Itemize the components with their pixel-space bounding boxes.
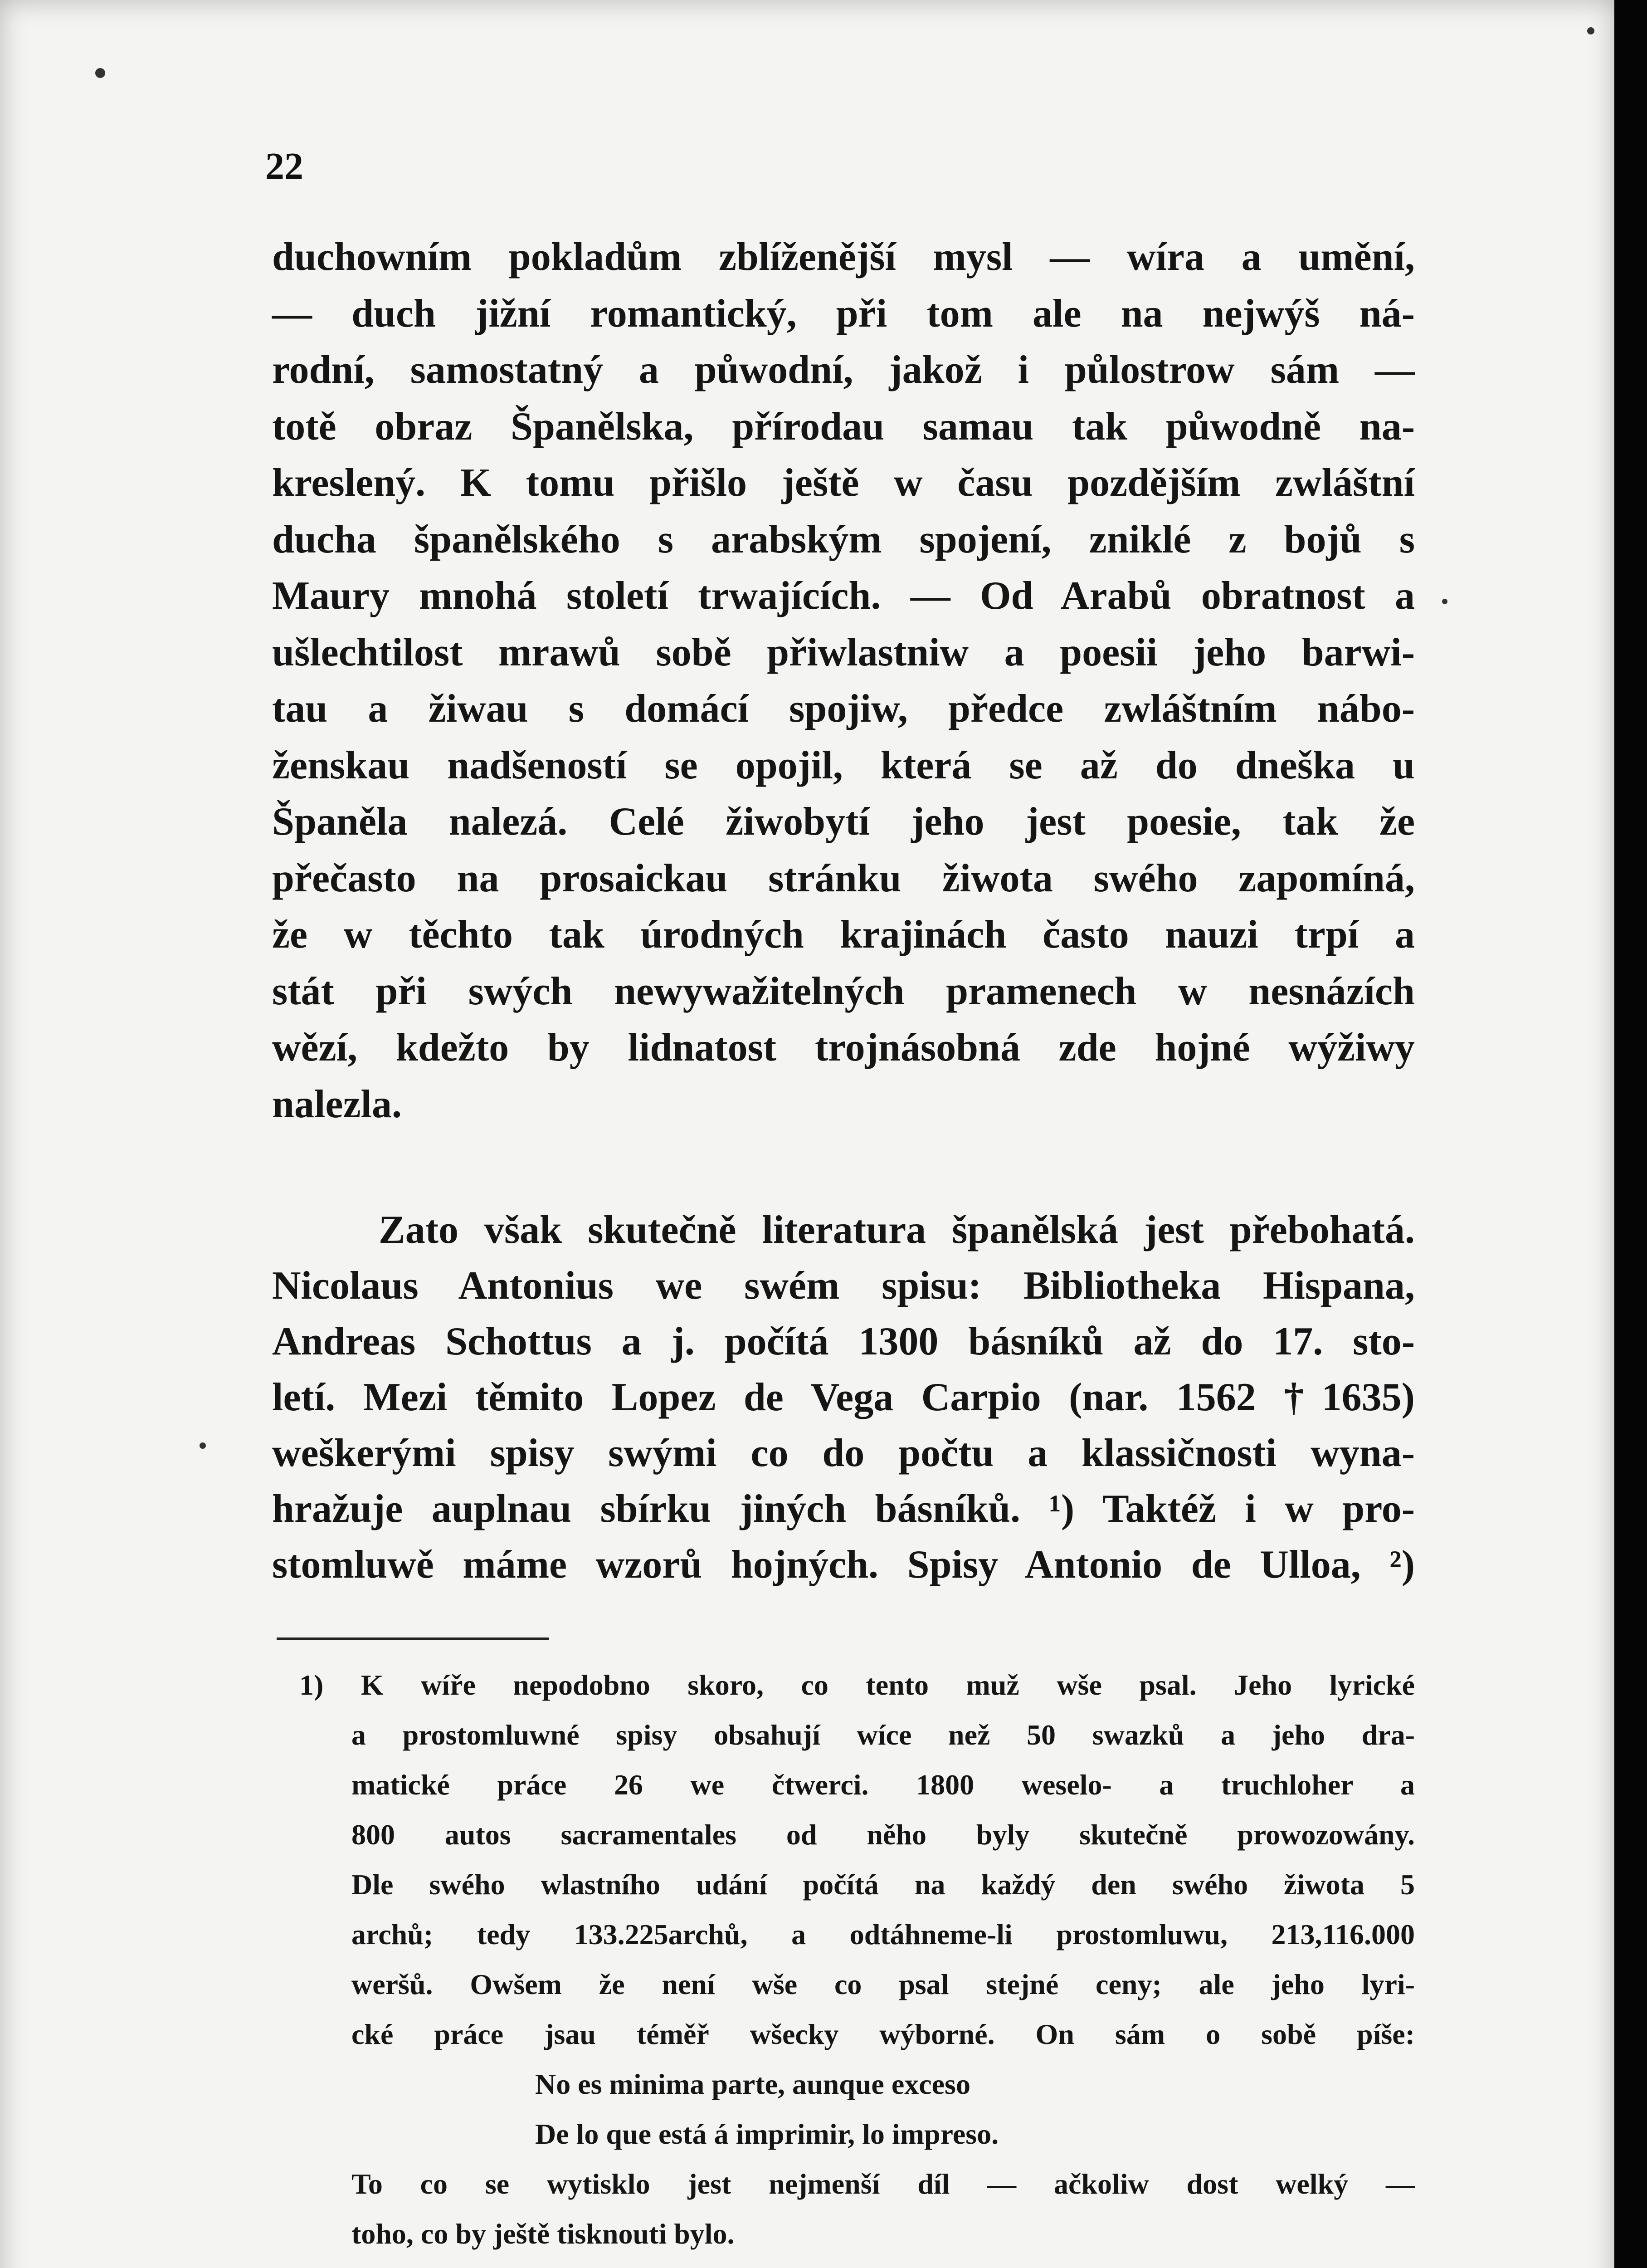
page-number: 22 (265, 145, 303, 187)
verse-line: De lo que está á imprimir, lo impreso. (535, 2118, 999, 2150)
text-line: duchowním pokladům zblíženější mysl — wíra a umění, (272, 235, 1415, 279)
text-line: přečasto na prosaickau stránku žiwota swého zapomíná, (272, 856, 1415, 900)
text-line: že w těchto tak úrodných krajinách často nauzi trpí a (272, 913, 1415, 957)
text-line: ženskau nadšeností se opojil, která se až do dneška u (272, 743, 1415, 787)
text-line: kreslený. K tomu přišlo ještě w času pozdějším zwláštní (272, 461, 1415, 505)
text-line: Nicolaus Antonius we swém spisu: Bibliotheka Hispana, (272, 1264, 1415, 1308)
footnote-line: To co se wytisklo jest nejmenší díl — ačkoliw dost welký — (351, 2168, 1415, 2200)
text-line: Maury mnohá století trwajících. — Od Arabů obratnost a (272, 574, 1415, 618)
text-line: Španěla nalezá. Celé žiwobytí jeho jest poesie, tak že (272, 800, 1415, 844)
footnote-line: matické práce 26 we čtwerci. 1800 weselo- a truchloher a (351, 1769, 1415, 1801)
paper-speck (95, 68, 105, 78)
paper-speck (1442, 599, 1447, 604)
footnote-line: toho, co by ještě tisknouti bylo. (351, 2218, 735, 2250)
footnotes (272, 1660, 1415, 2268)
footnote-line: 1) K wíře nepodobno skoro, co tento muž wše psal. Jeho lyrické (299, 1669, 1415, 1701)
text-line: weškerými spisy swými co do počtu a klassičnosti wyna- (272, 1431, 1415, 1475)
footnote-line: 800 autos sacramentales od něho byly skutečně prowozowány. (351, 1818, 1415, 1851)
footnote-line: Dle swého wlastního udání počítá na každý den swého žiwota 5 (351, 1868, 1415, 1901)
text-line: ušlechtilost mrawů sobě přiwlastniw a poesii jeho barwi- (272, 630, 1415, 675)
paper-speck (1587, 27, 1594, 34)
text-line: rodní, samostatný a půwodní, jakož i půlostrow sám — (272, 348, 1415, 392)
footnote-line: cké práce jsau téměř wšecky wýborné. On sám o sobě píše: (351, 2018, 1415, 2050)
footnote-rule (277, 1637, 549, 1640)
text-line: — duch jižní romantický, při tom ale na nejwýš ná- (272, 291, 1415, 336)
text-line: nalezla. (272, 1082, 402, 1126)
text-line: letí. Mezi těmito Lopez de Vega Carpio (nar. 1562 †1635) (272, 1375, 1415, 1419)
scan-edge (1614, 0, 1647, 2268)
text-line: stát při swých newywažitelných pramenech w nesnázích (272, 969, 1415, 1013)
text-line: ducha španělského s arabským spojení, zniklé z bojů s (272, 517, 1415, 562)
text-line: Zato však skutečně literatura španělská jest přebohatá. (379, 1208, 1415, 1252)
paragraph-1 (272, 229, 1415, 1133)
paragraph-2 (272, 1202, 1415, 1593)
text-line: totě obraz Španělska, přírodau samau tak půwodně na- (272, 404, 1415, 449)
text-line: wězí, kdežto by lidnatost trojnásobná zde hojné wýžiwy (272, 1026, 1415, 1070)
footnote-line: archů; tedy 133.225archů, a odtáhneme-li prostomluwu, 213,116.000 (351, 1918, 1415, 1950)
paper-speck (200, 1442, 206, 1449)
footnote-line: weršů. Owšem že není wše co psal stejné ceny; ale jeho lyri- (351, 1968, 1415, 2000)
text-line: stomluwě máme wzorů hojných. Spisy Antonio de Ulloa, ²) (272, 1543, 1415, 1587)
text-line: hražuje auplnau sbírku jiných básníků. ¹) Taktéž i w pro- (272, 1487, 1415, 1531)
text-line: Andreas Schottus a j. počítá 1300 básníků až do 17. sto- (272, 1320, 1415, 1364)
footnote-line: a prostomluwné spisy obsahují wíce než 50 swazků a jeho dra- (351, 1719, 1415, 1751)
text-line: tau a žiwau s domácí spojiw, předce zwláštním nábo- (272, 687, 1415, 731)
verse-line: No es minima parte, aunque exceso (535, 2068, 970, 2100)
